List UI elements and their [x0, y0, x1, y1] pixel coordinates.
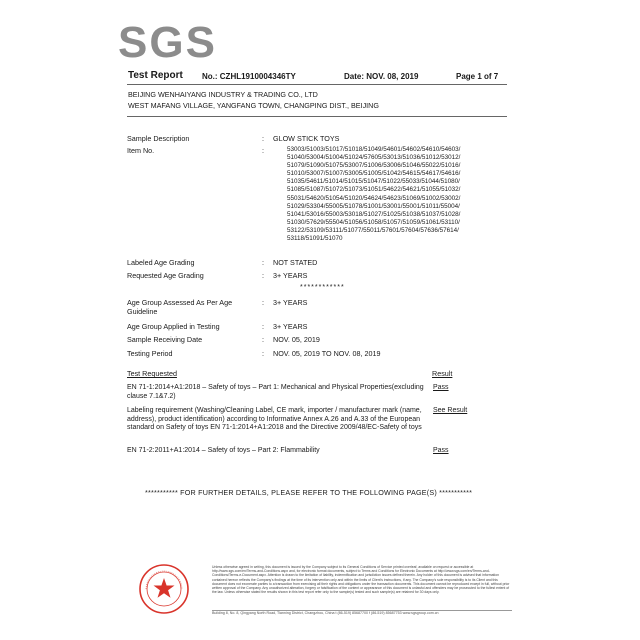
test-row-result: See Result: [433, 407, 468, 414]
age-assessed-value: 3+ YEARS: [273, 298, 308, 307]
sgs-logo: SGS: [118, 18, 217, 67]
applicant-name: BEIJING WENHAIYANG INDUSTRY & TRADING CO., LTD: [128, 90, 318, 99]
test-row-result: Pass: [433, 384, 449, 391]
receiving-date-value: NOV. 05, 2019: [273, 335, 320, 344]
age-applied-value: 3+ YEARS: [273, 322, 308, 331]
colon: :: [262, 146, 264, 155]
colon: :: [262, 349, 264, 358]
colon: :: [262, 298, 264, 307]
sample-description-label: Sample Description: [127, 134, 190, 143]
item-no-line: 51030/57629/55504/51056/51058/51057/51059/51061/53110/: [287, 218, 460, 226]
result-header: Result: [432, 369, 453, 378]
item-no-line: 53003/51003/51017/51018/51049/54601/54602/54610/54603/: [287, 146, 461, 153]
page-number: Page 1 of 7: [456, 72, 499, 81]
item-no-line: 51040/53004/51004/51024/57605/53013/51036/51012/53012/: [287, 154, 461, 162]
item-no-list: [287, 146, 497, 243]
colon: :: [262, 258, 264, 267]
report-title: Test Report: [128, 70, 183, 81]
company-stamp: [138, 563, 190, 615]
footer-disclaimer: Unless otherwise agreed in writing, this document is issued by the Company subject to its General Conditions of Service printed overleaf, available on request or accessible at http://www.sgs.com/en/Terms-and-Conditions.aspx and, for electronic format documents, subject to Terms and Conditions for Electronic Documents at http://www.sgs.com/en/Terms-and-Conditions/Terms-e-Document.aspx. Attention is drawn to the limitation of liability, indemnification and jurisdiction issues defined therein. Any holder of this document is advised that information contained hereon reflects the Company's findings at the time of its intervention only and within the limits of Client's instructions, if any. The Company's sole responsibility is to its Client and this document does not exonerate parties to a transaction from exercising all their rights and obligations under the transaction documents. This document cannot be reproduced except in full, without prior written approval of the Company. Any unauthorized alteration, forgery or falsification of the content or appearance of this document is unlawful and offenders may be prosecuted to the fullest extent of the law. Unless otherwise stated the results shown in this test report refer only to the sample(s) tested and such sample(s) are retained for 30 days only.: [212, 565, 510, 595]
item-no-line: 53122/53109/53111/51077/55011/57601/57604/57636/57614/: [287, 226, 459, 234]
item-no-line: 51085/51087/51072/51073/51051/54622/54621/51055/51032/: [287, 186, 461, 194]
item-no-label: Item No.: [127, 146, 155, 155]
further-details-note: *********** FOR FURTHER DETAILS, PLEASE REFER TO THE FOLLOWING PAGE(S) ***********: [145, 488, 473, 497]
colon: :: [262, 322, 264, 331]
item-no-line: 55031/54620/51054/51020/54624/54623/51069/51002/53002/: [287, 194, 461, 202]
requested-age-label: Requested Age Grading: [127, 271, 204, 280]
applicant-rule: [127, 116, 507, 117]
requested-age-value: 3+ YEARS: [273, 271, 308, 280]
item-no-line: 51079/51090/51075/53007/51006/53006/51046/55022/51016/: [287, 162, 461, 170]
test-row-result: Pass: [433, 447, 449, 454]
testing-period-label: Testing Period: [127, 349, 173, 358]
item-no-line: 53118/51091/51070: [287, 235, 343, 243]
item-no-line: 51041/53016/55003/53018/51027/51025/51038/51037/51028/: [287, 210, 461, 218]
labeled-age-label: Labeled Age Grading: [127, 258, 195, 267]
header-rule: [127, 84, 507, 85]
colon: :: [262, 335, 264, 344]
colon: :: [262, 271, 264, 280]
item-no-line: 51029/53304/55005/51078/51001/53001/55001/51011/55004/: [287, 202, 460, 210]
applicant-address: WEST MAFANG VILLAGE, YANGFANG TOWN, CHANGPING DIST., BEIJING: [128, 101, 379, 110]
age-assessed-label: Age Group Assessed As Per Age Guideline: [127, 298, 233, 316]
receiving-date-label: Sample Receiving Date: [127, 335, 203, 344]
report-number: No.: CZHL1910004346TY: [202, 72, 296, 81]
test-requested-header: Test Requested: [127, 369, 177, 378]
item-no-line: 51035/54611/51014/51015/51047/51022/55033/51044/51080/: [287, 178, 460, 186]
report-date: Date: NOV. 08, 2019: [344, 72, 419, 81]
footer-address: Building 8, No. 8, Qingyang North Road, Tianning District, Changzhou, China t (86-519) 85687700 f (86-519) 85687753 www.sgsgroup.com.cn: [212, 610, 512, 625]
age-applied-label: Age Group Applied in Testing: [127, 322, 220, 331]
labeled-age-value: NOT STATED: [273, 258, 318, 267]
testing-period-value: NOV. 05, 2019 TO NOV. 08, 2019: [273, 349, 381, 358]
test-row-desc: EN 71-2:2011+A1:2014 – Safety of toys – Part 2: Flammability: [127, 447, 320, 454]
sample-description-value: GLOW STICK TOYS: [273, 134, 340, 143]
colon: :: [262, 134, 264, 143]
test-row-desc: Labeling requirement (Washing/Cleaning Label, CE mark, importer / manufacturer mark (name, address), product identification) according to Informative Annex A.26 and A.33 of the European standard on Safety of toys EN 71-1:2014+A1:2018 and the Directive 2009/48/EC-Safety of toys: [127, 407, 422, 432]
test-row-desc: EN 71-1:2014+A1:2018 – Safety of toys – Part 1: Mechanical and Physical Properties(excluding clause 7.1&7.2): [127, 384, 424, 400]
item-no-line: 51010/53007/51007/53005/51005/51042/54615/54617/54616/: [287, 170, 461, 178]
stars-separator: ************: [300, 284, 345, 291]
